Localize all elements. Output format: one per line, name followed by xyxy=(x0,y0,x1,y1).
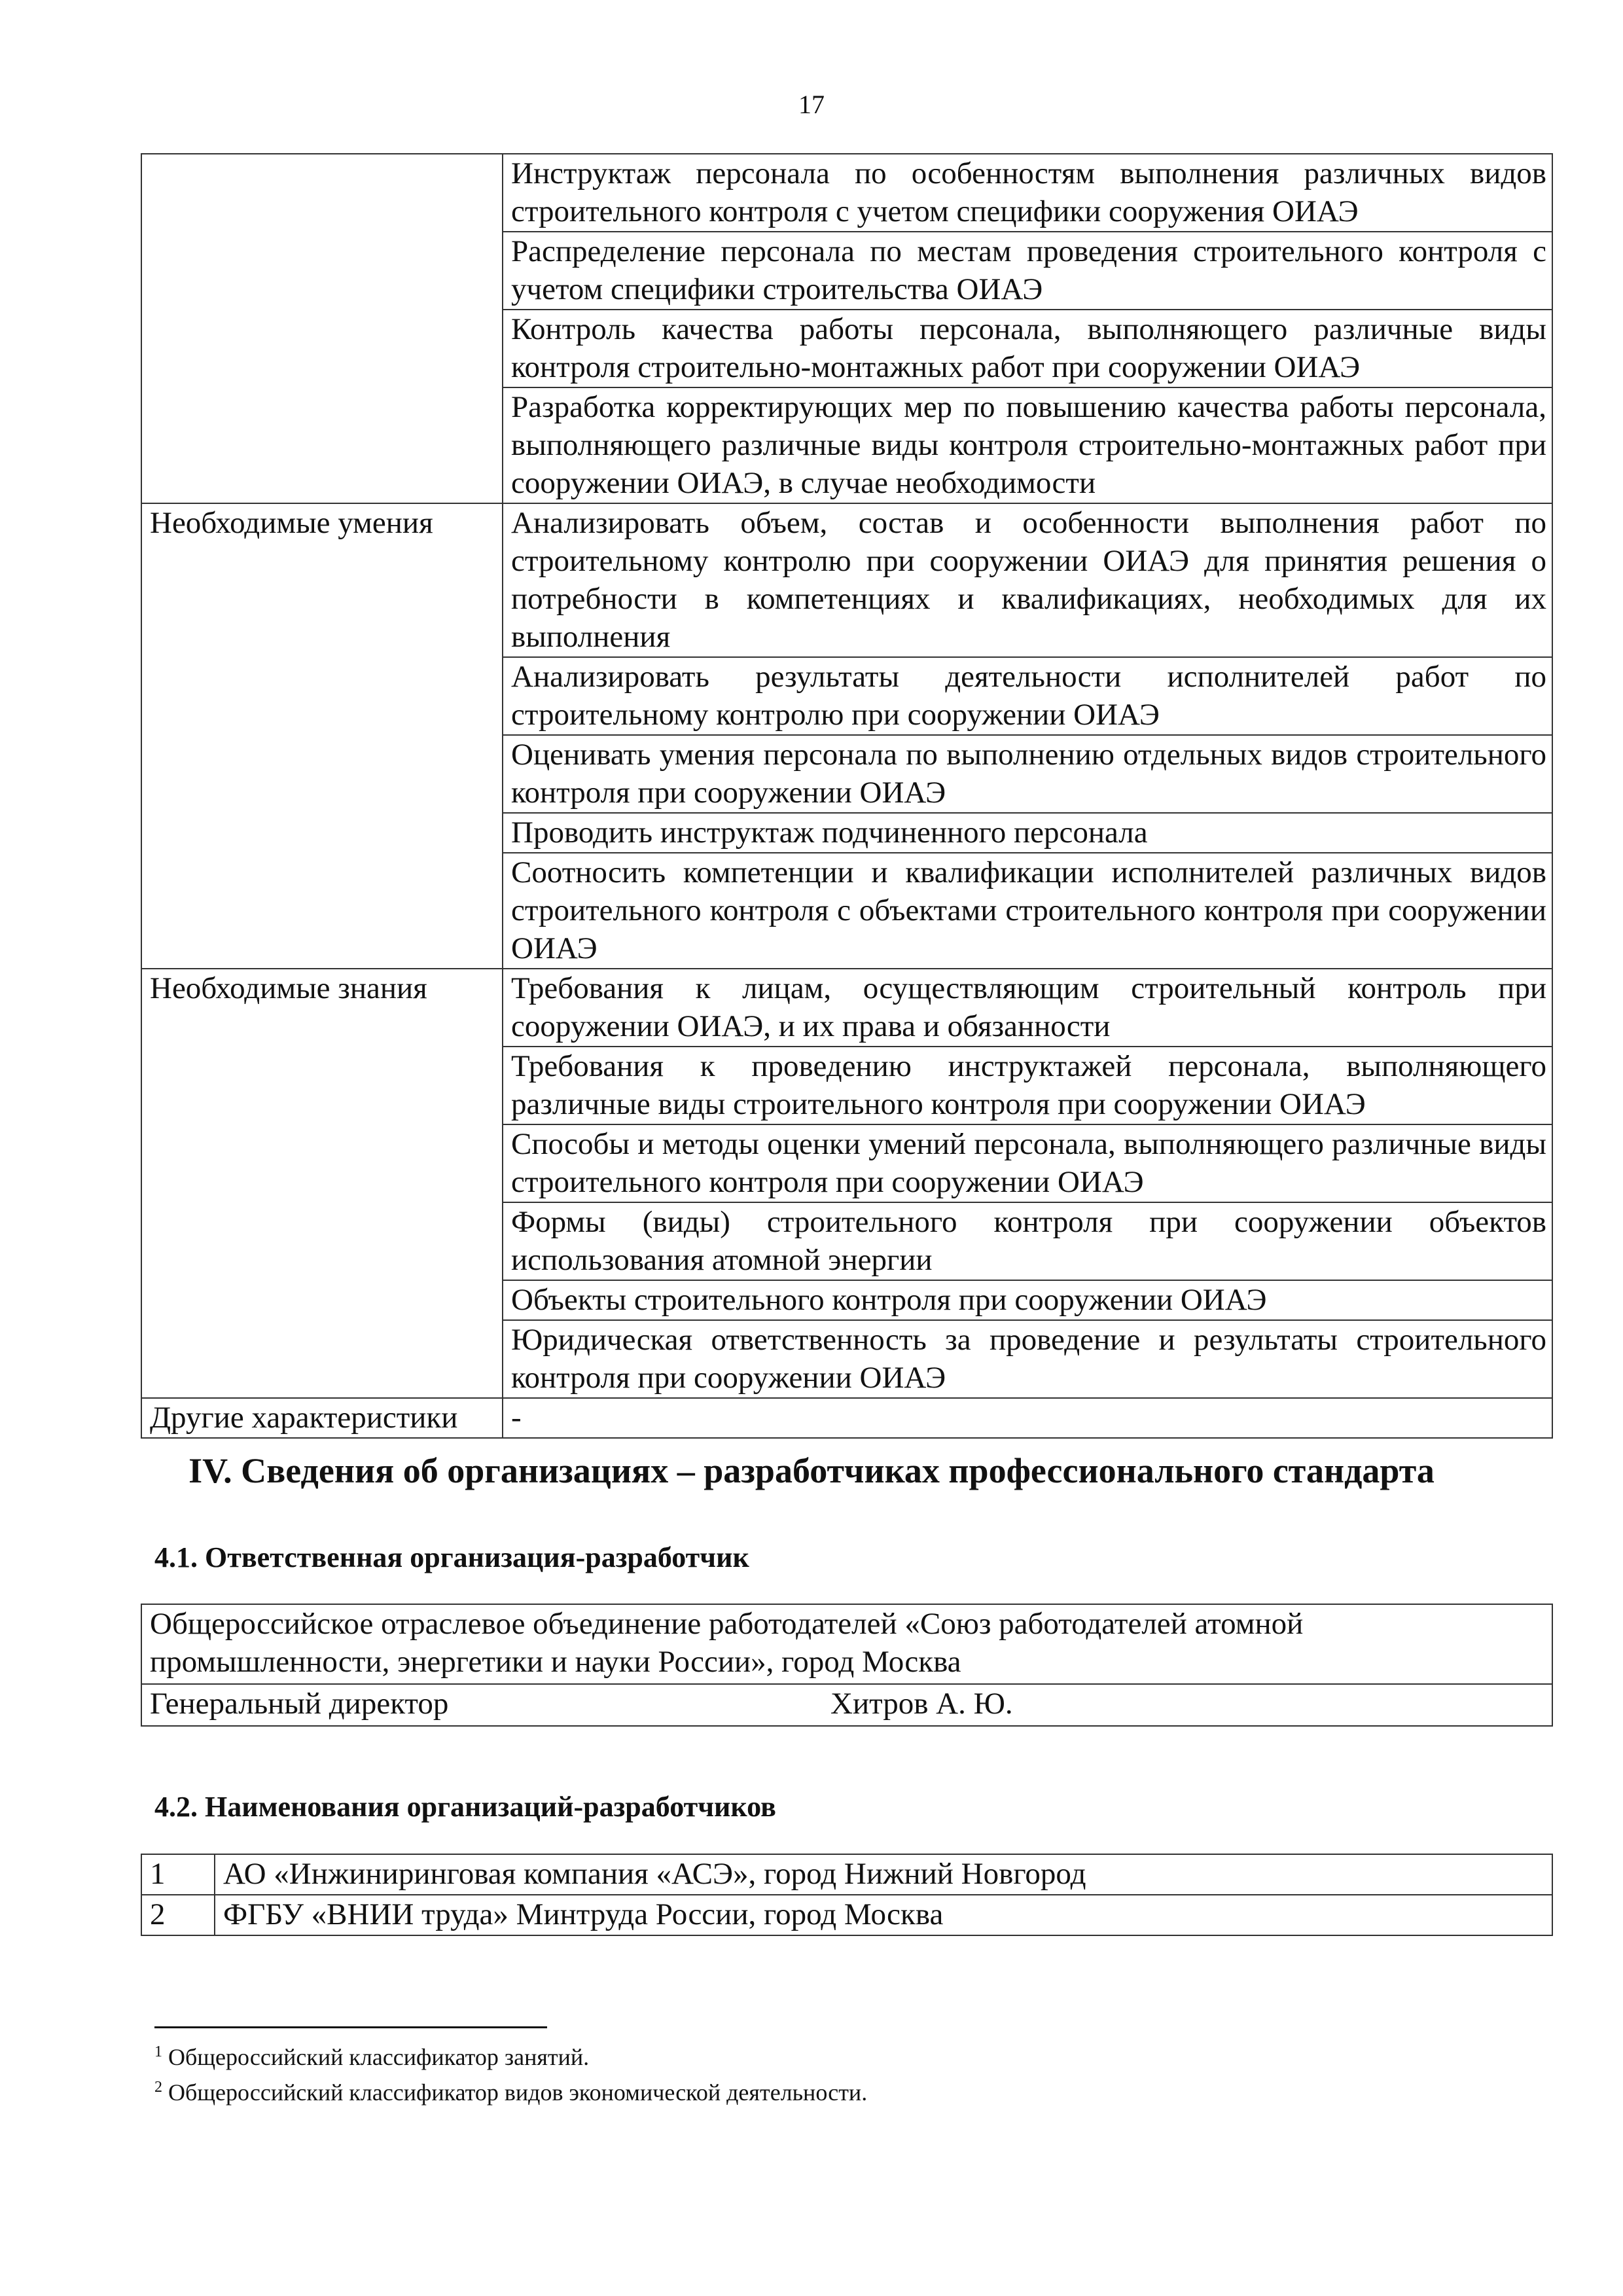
table-label-empty xyxy=(141,1047,503,1124)
table-row xyxy=(141,1398,1552,1438)
knowledge-label: Необходимые знания xyxy=(141,969,503,1047)
table-row xyxy=(141,1280,1552,1320)
table-label-empty xyxy=(141,1320,503,1398)
table-row xyxy=(141,1320,1552,1398)
table-row xyxy=(141,232,1552,310)
table-row xyxy=(141,1895,1552,1935)
table-label-empty xyxy=(141,387,503,503)
table-row xyxy=(141,1047,1552,1124)
table-row xyxy=(141,503,1552,657)
table-cell: Оценивать умения персонала по выполнению отдельных видов строительного контроля при сооружении ОИАЭ xyxy=(503,735,1552,813)
table-cell: Формы (виды) строительного контроля при сооружении объектов использования атомной энергии xyxy=(503,1202,1552,1280)
row-number: 1 xyxy=(141,1854,215,1895)
row-number: 2 xyxy=(141,1895,215,1935)
table-row xyxy=(141,387,1552,503)
requirements-table xyxy=(141,153,1553,1439)
table-cell: Способы и методы оценки умений персонала, выполняющего различные виды строительного контроля при сооружении ОИАЭ xyxy=(503,1124,1552,1202)
footnote-item xyxy=(154,2072,1529,2108)
table-label-empty xyxy=(141,853,503,969)
footnote-text: Общероссийский классификатор видов экономической деятельности. xyxy=(168,2079,868,2106)
table-cell: Анализировать объем, состав и особенности выполнения работ по строительному контролю при сооружении ОИАЭ для принятия решения о потребности в компетенциях и квалификациях, необходимых для их выполнения xyxy=(503,503,1552,657)
responsible-org-table xyxy=(141,1604,1553,1727)
table-cell: Юридическая ответственность за проведение и результаты строительного контроля при сооружении ОИАЭ xyxy=(503,1320,1552,1398)
table-label-empty xyxy=(141,735,503,813)
table-label-empty xyxy=(141,1202,503,1280)
table-cell: Анализировать результаты деятельности исполнителей работ по строительному контролю при сооружении ОИАЭ xyxy=(503,657,1552,735)
table-row xyxy=(141,853,1552,969)
other-label: Другие характеристики xyxy=(141,1398,503,1438)
table-label-empty xyxy=(141,154,503,232)
table-cell: Требования к лицам, осуществляющим строительный контроль при сооружении ОИАЭ, и их права и обязанности xyxy=(503,969,1552,1047)
footnote-text: Общероссийский классификатор занятий. xyxy=(168,2044,590,2070)
developer-name: АО «Инжиниринговая компания «АСЭ», город Нижний Новгород xyxy=(215,1854,1552,1895)
footnote-mark: 1 xyxy=(154,2043,162,2060)
table-cell: Проводить инструктаж подчиненного персонала xyxy=(503,813,1552,853)
skills-label: Необходимые умения xyxy=(141,503,503,657)
footnote-item xyxy=(154,2037,1529,2072)
table-label-empty xyxy=(141,1280,503,1320)
table-row xyxy=(141,657,1552,735)
table-label-empty xyxy=(141,813,503,853)
table-label-empty xyxy=(141,232,503,310)
table-cell: Контроль качества работы персонала, выполняющего различные виды контроля строительно-монтажных работ при сооружении ОИАЭ xyxy=(503,310,1552,387)
table-cell: Распределение персонала по местам проведения строительного контроля с учетом специфики строительства ОИАЭ xyxy=(503,232,1552,310)
developers-heading: 4.2. Наименования организаций-разработчиков xyxy=(154,1791,776,1823)
section-title: IV. Сведения об организациях – разработчиках профессионального стандарта xyxy=(188,1451,1435,1490)
footnotes xyxy=(154,2037,1529,2108)
table-cell: Инструктаж персонала по особенностям выполнения различных видов строительного контроля с учетом специфики сооружения ОИАЭ xyxy=(503,154,1552,232)
table-row xyxy=(141,154,1552,232)
footnote-mark: 2 xyxy=(154,2079,162,2096)
director-position: Генеральный директор xyxy=(150,1687,449,1721)
table-row xyxy=(141,310,1552,387)
table-cell: Разработка корректирующих мер по повышению качества работы персонала, выполняющего различные виды контроля строительно-монтажных работ при сооружении ОИАЭ, в случае необходимости xyxy=(503,387,1552,503)
table-label-empty xyxy=(141,1124,503,1202)
table-row xyxy=(141,1202,1552,1280)
table-row xyxy=(141,969,1552,1047)
table-label-empty xyxy=(141,657,503,735)
table-cell: Соотносить компетенции и квалификации исполнителей различных видов строительного контроля с объектами строительного контроля при сооружении ОИАЭ xyxy=(503,853,1552,969)
developers-table xyxy=(141,1854,1553,1936)
table-row xyxy=(141,735,1552,813)
other-value: - xyxy=(503,1398,1552,1438)
director-name: Хитров А. Ю. xyxy=(830,1687,1013,1721)
table-row xyxy=(141,1684,1552,1726)
table-row xyxy=(141,1854,1552,1895)
footnote-divider xyxy=(154,2026,547,2028)
table-row xyxy=(141,1604,1552,1684)
organization-name: Общероссийское отраслевое объединение работодателей «Союз работодателей атомной промышленности, энергетики и науки России», город Москва xyxy=(141,1604,1552,1684)
table-cell: Требования к проведению инструктажей персонала, выполняющего различные виды строительного контроля при сооружении ОИАЭ xyxy=(503,1047,1552,1124)
table-row xyxy=(141,1124,1552,1202)
responsible-org-heading: 4.1. Ответственная организация-разработчик xyxy=(154,1541,749,1573)
page-number: 17 xyxy=(798,90,825,119)
table-row xyxy=(141,813,1552,853)
director-cell xyxy=(141,1684,1552,1726)
director-line xyxy=(150,1685,1544,1723)
table-label-empty xyxy=(141,310,503,387)
developer-name: ФГБУ «ВНИИ труда» Минтруда России, город Москва xyxy=(215,1895,1552,1935)
table-cell: Объекты строительного контроля при сооружении ОИАЭ xyxy=(503,1280,1552,1320)
